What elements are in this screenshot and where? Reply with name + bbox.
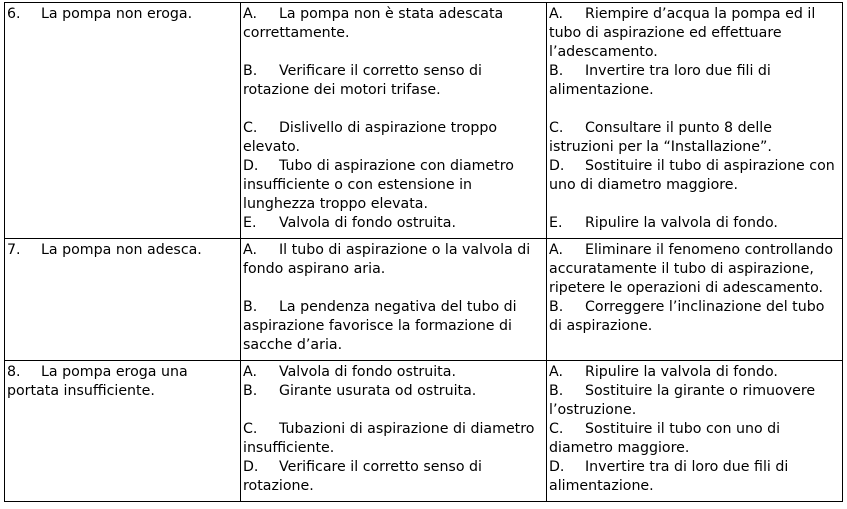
table-row xyxy=(5,361,843,502)
cause-text: Verificare il corretto senso di rotazione. xyxy=(243,459,482,494)
remedy-text: Ripulire la valvola di fondo. xyxy=(585,364,778,380)
problem-cell xyxy=(5,3,241,239)
remedy-text: Correggere l’inclinazione del tubo di aspirazione. xyxy=(549,299,825,334)
remedies-cell xyxy=(547,239,843,361)
problem-cell xyxy=(5,239,241,361)
remedy-letter: B. xyxy=(549,299,564,315)
cause-letter: E. xyxy=(243,215,257,231)
cause-text: Valvola di fondo ostruita. xyxy=(279,364,456,380)
remedy-entry xyxy=(549,458,841,496)
problem-text: La pompa non eroga. xyxy=(41,6,193,22)
cause-text: Tubazioni di aspirazione di diametro insufficiente. xyxy=(243,421,535,456)
remedy-text: Sostituire il tubo di aspirazione con uno di diametro maggiore. xyxy=(549,158,835,193)
remedy-text: Eliminare il fenomeno controllando accuratamente il tubo di aspirazione, ripetere le operazioni di adescamento. xyxy=(549,242,834,296)
cause-letter: B. xyxy=(243,63,258,79)
remedy-letter: C. xyxy=(549,120,564,136)
remedy-entry xyxy=(549,420,841,458)
remedy-letter: A. xyxy=(549,364,563,380)
remedies-cell xyxy=(547,361,843,502)
problem-number: 6. xyxy=(7,6,21,22)
cause-text: Il tubo di aspirazione o la valvola di fondo aspirano aria. xyxy=(243,242,531,277)
cause-text: La pendenza negativa del tubo di aspirazione favorisce la formazione di sacche d’aria. xyxy=(243,299,517,353)
remedy-letter: A. xyxy=(549,6,563,22)
problem-number: 7. xyxy=(7,242,21,258)
cause-entry xyxy=(243,62,545,100)
causes-cell xyxy=(241,239,547,361)
remedy-text: Invertire tra loro due fili di alimentazione. xyxy=(549,63,771,98)
remedy-letter: D. xyxy=(549,459,565,475)
remedy-text: Sostituire il tubo con uno di diametro maggiore. xyxy=(549,421,781,456)
remedy-entry xyxy=(549,241,841,298)
cause-letter: C. xyxy=(243,421,258,437)
cause-letter: B. xyxy=(243,383,258,399)
cause-text: Tubo di aspirazione con diametro insufficiente o con estensione in lunghezza troppo elevata. xyxy=(243,158,514,212)
cause-text: Verificare il corretto senso di rotazione dei motori trifase. xyxy=(243,63,482,98)
cause-entry xyxy=(243,241,545,279)
cause-text: La pompa non è stata adescata correttamente. xyxy=(243,6,504,41)
table-row xyxy=(5,3,843,239)
remedies-cell xyxy=(547,3,843,239)
remedy-letter: D. xyxy=(549,158,565,174)
cause-entry xyxy=(243,363,545,382)
remedy-text: Ripulire la valvola di fondo. xyxy=(585,215,778,231)
remedy-text: Consultare il punto 8 delle istruzioni per la “Installazione”. xyxy=(549,120,772,155)
remedy-entry xyxy=(549,119,841,157)
remedy-entry xyxy=(549,157,841,195)
cause-letter: D. xyxy=(243,158,259,174)
remedy-entry xyxy=(549,214,841,233)
table-row xyxy=(5,239,843,361)
cause-entry xyxy=(243,5,545,43)
cause-text: Valvola di fondo ostruita. xyxy=(279,215,456,231)
cause-text: Dislivello di aspirazione troppo elevato. xyxy=(243,120,498,155)
remedy-letter: B. xyxy=(549,63,564,79)
problem-text: La pompa non adesca. xyxy=(41,242,202,258)
cause-letter: A. xyxy=(243,242,257,258)
remedy-entry xyxy=(549,363,841,382)
remedy-letter: A. xyxy=(549,242,563,258)
cause-entry xyxy=(243,298,545,355)
problem-cell xyxy=(5,361,241,502)
troubleshooting-table xyxy=(4,2,843,502)
remedy-entry xyxy=(549,382,841,420)
problem-number: 8. xyxy=(7,364,21,380)
causes-cell xyxy=(241,361,547,502)
remedy-letter: B. xyxy=(549,383,564,399)
cause-letter: C. xyxy=(243,120,258,136)
cause-letter: A. xyxy=(243,364,257,380)
remedy-text: Invertire tra di loro due fili di alimentazione. xyxy=(549,459,789,494)
remedy-entry xyxy=(549,62,841,100)
cause-entry xyxy=(243,157,545,214)
cause-entry xyxy=(243,119,545,157)
problem-text: La pompa eroga una portata insufficiente. xyxy=(7,364,188,399)
cause-text: Girante usurata od ostruita. xyxy=(279,383,477,399)
cause-entry xyxy=(243,382,545,401)
remedy-entry xyxy=(549,298,841,336)
causes-cell xyxy=(241,3,547,239)
cause-letter: A. xyxy=(243,6,257,22)
remedy-letter: E. xyxy=(549,215,563,231)
cause-entry xyxy=(243,458,545,496)
cause-entry xyxy=(243,420,545,458)
remedy-entry xyxy=(549,5,841,62)
remedy-letter: C. xyxy=(549,421,564,437)
cause-letter: B. xyxy=(243,299,258,315)
cause-letter: D. xyxy=(243,459,259,475)
remedy-text: Riempire d’acqua la pompa ed il tubo di aspirazione ed effettuare l’adescamento. xyxy=(549,6,816,60)
cause-entry xyxy=(243,214,545,233)
remedy-text: Sostituire la girante o rimuovere l’ostruzione. xyxy=(549,383,816,418)
